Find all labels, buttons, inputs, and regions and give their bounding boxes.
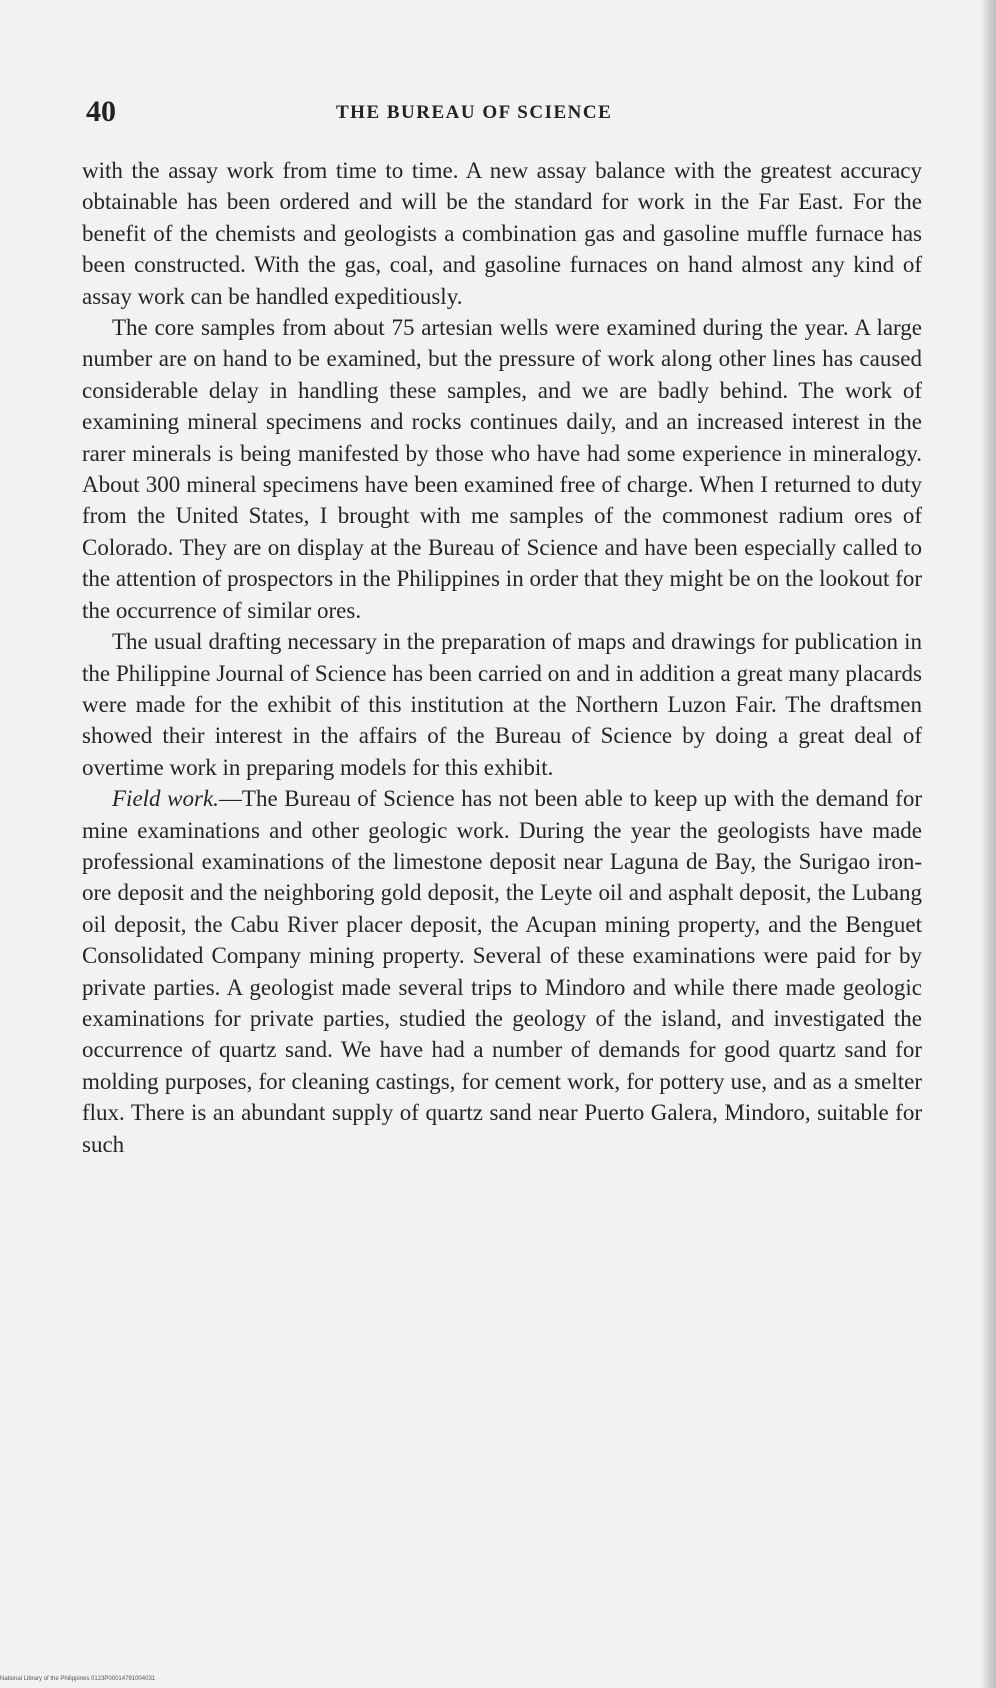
paragraph-4 — [82, 783, 922, 1160]
running-head: THE BUREAU OF SCIENCE — [336, 102, 613, 123]
paragraph-4-text: —The Bureau of Science has not been able to keep up with the demand for mine examinations and other geologic work. During the year the geologists have made professional examinations of the limestone deposit near Laguna de Bay, the Surigao iron-ore deposit and the neighboring gold deposit, the Leyte oil and asphalt deposit, the Lubang oil deposit, the Cabu River placer deposit, the Acupan mining property, and the Benguet Consolidated Company mining property. Several of these examinations were paid for by private parties. A geologist made several trips to Mindoro and while there made geologic examinations for private parties, studied the geology of the island, and investigated the occurrence of quartz sand. We have had a number of demands for good quartz sand for molding purposes, for cleaning castings, for cement work, for pottery use, and as a smelter flux. There is an abundant supply of quartz sand near Puerto Galera, Mindoro, suitable for such — [82, 786, 922, 1157]
scan-footer: National Library of the Philippines 0123P00014791004031 — [0, 1676, 156, 1682]
page-number: 40 — [86, 95, 116, 128]
page-header — [86, 92, 924, 132]
paragraph-1: with the assay work from time to time. A new assay balance with the greatest accuracy obtainable has been ordered and will be the standard for work in the Far East. For the benefit of the chemists and geologists a combination gas and gasoline muffle furnace has been constructed. With the gas, coal, and gasoline furnaces on hand almost any kind of assay work can be handled expeditiously. — [82, 158, 922, 309]
paragraph-2: The core samples from about 75 artesian wells were examined during the year. A large number are on hand to be examined, but the pressure of work along other lines has caused considerable delay in handling these samples, and we are badly behind. The work of examining mineral specimens and rocks continues daily, and an increased interest in the rarer minerals is being manifested by those who have had some experience in mineralogy. About 300 mineral specimens have been examined free of charge. When I returned to duty from the United States, I brought with me samples of the commonest radium ores of Colorado. They are on display at the Bureau of Science and have been especially called to the attention of prospectors in the Philippines in order that they might be on the lookout for the occurrence of similar ores. — [82, 315, 922, 623]
paragraph-3: The usual drafting necessary in the preparation of maps and drawings for publication in the Philippine Journal of Science has been carried on and in addition a great many placards were made for the exhibit of this institution at the Northern Luzon Fair. The draftsmen showed their interest in the affairs of the Bureau of Science by doing a great deal of overtime work in preparing models for this exhibit. — [82, 629, 922, 780]
side-heading-field-work: Field work. — [112, 786, 219, 812]
page-edge-shadow — [980, 0, 996, 1688]
body-text — [82, 155, 922, 1160]
